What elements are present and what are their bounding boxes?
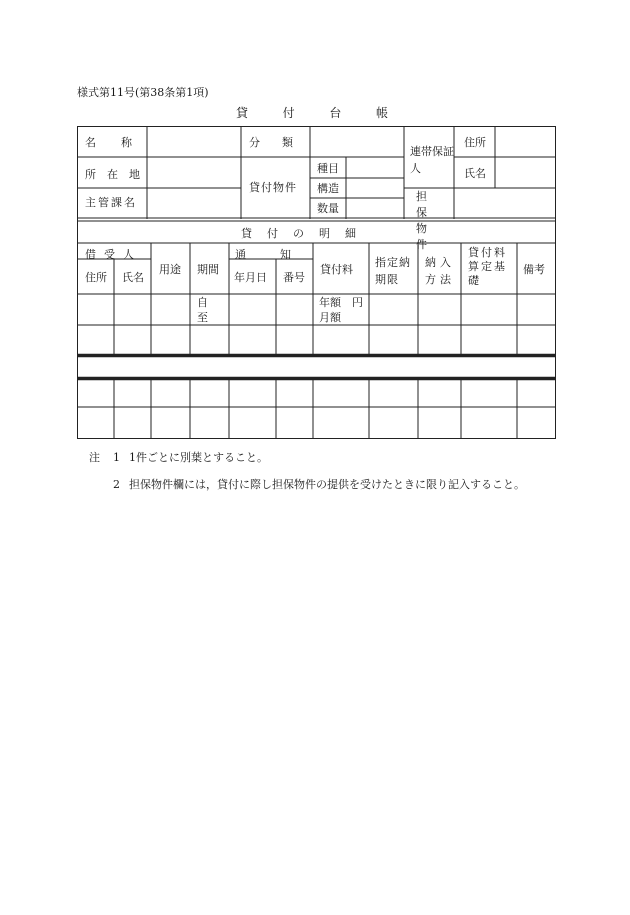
- address-label: 住所: [464, 136, 486, 149]
- period-from: 自: [197, 296, 208, 309]
- monthly-amount: 月額: [319, 311, 341, 324]
- title-char: 付: [282, 106, 295, 120]
- borrower-label: 借受人: [85, 248, 142, 261]
- structure-label: 構造: [317, 182, 339, 195]
- annual-amount: 年額 円: [319, 296, 363, 309]
- remarks-header: 備考: [523, 263, 545, 276]
- fee-basis-header: 貸付料算定基礎: [468, 246, 507, 287]
- quantity-label: 数量: [317, 202, 339, 215]
- period-header: 期間: [197, 263, 219, 276]
- collateral-label: 担保物件: [416, 190, 437, 251]
- detail-section-title: 貸 付 の 明 細: [241, 227, 358, 240]
- note-text: 担保物件欄には，貸付に際し担保物件の提供を受けたときに限り記入すること。: [129, 478, 525, 491]
- borrower-name-header: 氏名: [122, 271, 144, 284]
- type-label: 種目: [317, 162, 339, 175]
- payment-method-header: 納入方法: [425, 256, 455, 286]
- notice-number-header: 番号: [283, 271, 305, 284]
- title-char: 貸: [236, 106, 249, 120]
- note-text: 1件ごとに別葉とすること。: [129, 451, 268, 464]
- name-label: 名 称: [85, 136, 133, 149]
- note-number: 1: [113, 451, 120, 464]
- notice-date-header: 年月日: [234, 271, 267, 284]
- purpose-header: 用途: [159, 263, 181, 276]
- title-char: 帳: [376, 106, 389, 120]
- borrower-address-header: 住所: [85, 271, 107, 284]
- loan-ledger-table: [77, 126, 556, 439]
- due-date-header: 指定納期限: [375, 256, 411, 286]
- note-marker: 注: [89, 451, 100, 464]
- joint-guarantor-label: 連帯保証人: [410, 145, 454, 175]
- period-to: 至: [197, 311, 208, 324]
- loan-property-label: 貸付物件: [249, 181, 297, 194]
- note-item: [89, 451, 268, 465]
- form-number: 様式第11号(第38条第1項): [77, 86, 209, 99]
- note-number: 2: [113, 478, 120, 491]
- fullname-label: 氏名: [464, 167, 486, 180]
- fee-header: 貸付料: [320, 263, 353, 276]
- department-label: 主管課名: [85, 196, 137, 209]
- title-char: 台: [329, 106, 342, 120]
- location-label: 所 在 地: [85, 168, 140, 181]
- category-label: 分 類: [249, 136, 293, 149]
- notice-label: 通知: [235, 248, 325, 261]
